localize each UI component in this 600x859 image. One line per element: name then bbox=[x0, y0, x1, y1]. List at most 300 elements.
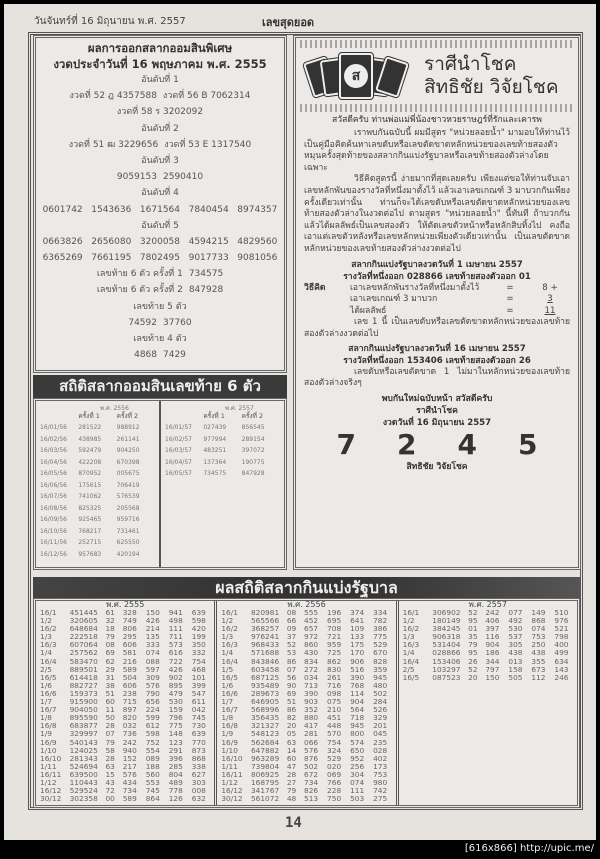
example-heading: สลากกินแบ่งรัฐบาลงวดวันที่ 1 เมษายน 2557 bbox=[351, 259, 523, 270]
table-cell: 396 bbox=[168, 753, 183, 763]
column-logo bbox=[296, 50, 578, 102]
table-cell: 123 bbox=[168, 737, 183, 747]
table-cell: 616 bbox=[168, 648, 183, 658]
lucky-digit: 2 bbox=[397, 427, 417, 461]
table-cell: 1/11 bbox=[40, 761, 57, 771]
lucky-digits bbox=[296, 429, 578, 461]
table-cell: 089 bbox=[145, 753, 160, 763]
table-cell: 903 bbox=[304, 697, 319, 707]
table-cell: 027439 bbox=[203, 424, 227, 431]
table-cell: 69 bbox=[286, 688, 297, 698]
table-cell: 959 bbox=[327, 640, 342, 650]
example-note: เลข 1 นี้ เป็นเลขดับหรือเลขตัดขาดหลักหน่วยของเลขท้ายสองตัวล่างงวดต่อไป bbox=[304, 317, 570, 339]
table-cell: 976 bbox=[554, 616, 569, 626]
table-cell: 505 bbox=[508, 672, 523, 682]
table-cell: 045 bbox=[373, 729, 388, 739]
table-cell: 16/10 bbox=[221, 753, 243, 763]
table-cell: 904 bbox=[485, 640, 500, 650]
table-cell: 860 bbox=[304, 640, 319, 650]
table-row bbox=[40, 526, 155, 538]
results-line bbox=[36, 169, 284, 185]
table-cell: 137364 bbox=[203, 458, 227, 466]
table-cell: 214 bbox=[145, 624, 160, 634]
table-cell: 614418 bbox=[69, 672, 98, 682]
table-cell: 16/11 bbox=[40, 769, 62, 779]
table-cell: 333 bbox=[145, 640, 160, 650]
result-item: งวดที่ 52 ฎ 4357588 bbox=[69, 91, 157, 102]
table-cell: 745 bbox=[145, 786, 160, 796]
table-cell: 452 bbox=[304, 616, 319, 626]
table-cell: 796 bbox=[168, 713, 183, 723]
signature: สิทธิชัย วิจัยโชค bbox=[406, 461, 468, 472]
table-cell: 07 bbox=[105, 729, 115, 739]
star-divider bbox=[300, 104, 574, 112]
table-cell: 281343 bbox=[69, 753, 98, 763]
column-header: ครั้งที่ 2 bbox=[241, 412, 264, 420]
table-cell: 289673 bbox=[250, 688, 280, 698]
table-cell: 30/12 bbox=[221, 794, 243, 804]
table-cell: 1/10 bbox=[40, 745, 57, 755]
table-cell: 988912 bbox=[116, 424, 140, 431]
column-author: สิทธิชัย วิจัยโชค bbox=[424, 76, 559, 98]
results-line bbox=[36, 153, 284, 169]
table-cell: 126 bbox=[168, 794, 183, 804]
results-subtitle: งวดประจำวันที่ 16 พฤษภาคม พ.ศ. 2555 bbox=[53, 57, 267, 71]
table-cell: 350 bbox=[191, 640, 206, 650]
table-cell: 135 bbox=[145, 632, 160, 642]
table-cell: 374 bbox=[350, 608, 365, 617]
table-cell: 066 bbox=[304, 737, 319, 747]
table-cell: 238 bbox=[122, 688, 137, 698]
table-cell: 753 bbox=[531, 632, 546, 642]
results-line bbox=[36, 104, 284, 120]
gov-year-group bbox=[217, 601, 398, 805]
table-row bbox=[165, 468, 280, 480]
table-cell: 906318 bbox=[432, 632, 461, 642]
table-cell: 074 bbox=[531, 624, 546, 634]
result-item: 847928 bbox=[188, 285, 224, 296]
table-cell: 005675 bbox=[116, 470, 140, 477]
table-cell: 032 bbox=[122, 721, 137, 731]
result-item: 1543636 bbox=[91, 204, 132, 215]
table-cell: 291 bbox=[168, 745, 183, 755]
table-cell: 00 bbox=[105, 794, 115, 804]
table-cell: 09 bbox=[286, 624, 297, 634]
closing: พบกันใหม่ฉบับหน้า สวัสดีครับ bbox=[381, 393, 493, 404]
table-cell: 606 bbox=[122, 640, 137, 650]
result-item: 8974357 bbox=[237, 204, 278, 215]
results-line bbox=[36, 234, 284, 250]
table-cell: 329997 bbox=[69, 729, 98, 739]
method-label bbox=[304, 306, 350, 318]
table-cell: 750 bbox=[327, 794, 342, 804]
table-cell: 873 bbox=[191, 745, 206, 755]
table-cell: 598 bbox=[191, 616, 206, 626]
table-cell: 856545 bbox=[241, 424, 265, 431]
table-cell: 864 bbox=[145, 794, 160, 804]
table-row bbox=[40, 514, 155, 526]
table-cell: 341767 bbox=[250, 786, 280, 796]
table-cell: 95 bbox=[468, 616, 478, 626]
table-cell: 79 bbox=[105, 632, 115, 642]
table-cell: 417 bbox=[304, 721, 319, 731]
table-cell: 1/11 bbox=[221, 761, 238, 771]
table-cell: 1/8 bbox=[40, 713, 52, 723]
lucky-digit: 5 bbox=[518, 427, 538, 461]
table-cell: 843846 bbox=[250, 656, 280, 666]
table-cell: 540143 bbox=[69, 737, 98, 747]
table-cell: 79 bbox=[468, 640, 478, 650]
table-cell: 20 bbox=[286, 721, 297, 731]
table-cell: 124025 bbox=[69, 745, 98, 755]
table-cell: 020 bbox=[327, 761, 342, 771]
table-cell: 16/3 bbox=[221, 640, 238, 650]
table-cell: 56 bbox=[286, 672, 297, 682]
table-cell: 524694 bbox=[69, 761, 98, 771]
table-cell: 28 bbox=[286, 769, 297, 779]
table-cell: 16/9 bbox=[40, 737, 57, 747]
table-cell: 1/9 bbox=[221, 729, 234, 739]
table-cell: 670 bbox=[373, 648, 388, 658]
table-cell: 426 bbox=[168, 664, 183, 674]
table-cell: 16/01/57 bbox=[165, 424, 192, 431]
table-cell: 882727 bbox=[69, 680, 98, 690]
table-cell: 503 bbox=[350, 794, 365, 804]
result-item: อันดับที่ 3 bbox=[141, 155, 179, 166]
result-item: งวดที่ 51 ฒ 3229656 bbox=[68, 139, 159, 150]
table-cell: 63 bbox=[105, 761, 115, 771]
table-cell: 561072 bbox=[250, 794, 280, 804]
table-cell: 576 bbox=[304, 745, 319, 755]
table-cell: 321327 bbox=[250, 721, 280, 731]
table-cell: 627 bbox=[191, 769, 206, 779]
table-row bbox=[165, 422, 280, 434]
table-cell: 547 bbox=[191, 688, 206, 698]
table-cell: 51 bbox=[105, 688, 115, 698]
table-cell: 611 bbox=[191, 697, 206, 707]
table-cell: 754 bbox=[191, 656, 206, 666]
table-cell: 16/07/56 bbox=[40, 493, 67, 500]
greeting: สวัสดีครับ ท่านพ่อแม่พี่น้องชาวหวยราษฎร์ที่รักและเคารพ bbox=[332, 115, 542, 125]
table-cell: 16/6 bbox=[221, 688, 238, 698]
table-row bbox=[165, 457, 280, 469]
table-cell: 008 bbox=[191, 786, 206, 796]
table-cell: 451445 bbox=[69, 608, 98, 617]
table-cell: 199 bbox=[191, 632, 206, 642]
table-row bbox=[40, 480, 155, 492]
table-cell: 275 bbox=[373, 794, 388, 804]
table-cell: 344 bbox=[485, 656, 500, 666]
table-cell: 742 bbox=[373, 786, 388, 796]
page-number: 14 bbox=[285, 815, 302, 831]
table-cell: 537 bbox=[508, 632, 523, 642]
table-cell: 906 bbox=[350, 656, 365, 666]
table-cell: 328 bbox=[122, 608, 137, 617]
table-row bbox=[40, 491, 155, 503]
table-cell: 1/2 bbox=[40, 616, 52, 626]
table-cell: 034 bbox=[304, 672, 319, 682]
table-cell: 489 bbox=[168, 777, 183, 787]
table-cell: 1/3 bbox=[402, 632, 415, 642]
table-cell: 573 bbox=[168, 640, 183, 650]
table-cell: 175615 bbox=[78, 481, 102, 489]
table-cell: 768217 bbox=[78, 527, 102, 535]
table-cell: 30/12 bbox=[40, 794, 62, 804]
spacer bbox=[165, 411, 203, 422]
table-cell: 63 bbox=[286, 737, 297, 747]
table-cell: 632 bbox=[191, 794, 206, 804]
table-cell: 548123 bbox=[250, 729, 280, 739]
table-cell: 657 bbox=[304, 624, 319, 634]
table-cell: 47 bbox=[286, 761, 297, 771]
table-cell: 739804 bbox=[250, 761, 280, 771]
table-cell: 16/2 bbox=[402, 624, 420, 634]
table-cell: 716 bbox=[327, 680, 342, 690]
table-cell: 150 bbox=[485, 672, 500, 682]
table-cell: 61 bbox=[105, 608, 115, 617]
table-cell: 754 bbox=[327, 737, 342, 747]
table-cell: 305 bbox=[508, 640, 523, 650]
table-cell: 941 bbox=[168, 608, 183, 617]
table-cell: 152 bbox=[122, 753, 137, 763]
result-item: 2656080 bbox=[91, 236, 132, 247]
table-cell: 722 bbox=[168, 656, 183, 666]
table-cell: 713 bbox=[304, 680, 319, 690]
table-cell: 641 bbox=[350, 616, 365, 626]
table-cell: 402 bbox=[373, 753, 388, 763]
results-line bbox=[36, 121, 284, 137]
result-item: 7661195 bbox=[91, 253, 132, 264]
table-cell: 352 bbox=[304, 705, 319, 715]
logo-letter: ส bbox=[344, 64, 368, 88]
table-cell: 647882 bbox=[250, 745, 280, 755]
results-line bbox=[36, 299, 284, 315]
results-line bbox=[36, 72, 284, 88]
table-cell: 526 bbox=[373, 705, 388, 715]
table-cell: 889501 bbox=[69, 664, 98, 674]
table-cell: 1/12 bbox=[40, 777, 57, 787]
result-item: อันดับที่ 4 bbox=[141, 188, 179, 199]
calc-equals: = bbox=[506, 305, 514, 316]
table-cell: 530 bbox=[508, 624, 523, 634]
lucky-column bbox=[293, 35, 581, 570]
table-cell: 1/9 bbox=[40, 729, 52, 739]
table-cell: 1/10 bbox=[221, 745, 238, 755]
table-cell: 148 bbox=[168, 729, 183, 739]
table-cell: 420194 bbox=[116, 550, 140, 558]
table-cell: 16/05/56 bbox=[40, 470, 67, 477]
table-cell: 103297 bbox=[432, 664, 461, 674]
table-cell: 16/04/56 bbox=[40, 458, 67, 466]
column-header: ครั้งที่ 1 bbox=[78, 412, 100, 420]
table-cell: 217 bbox=[122, 761, 137, 771]
table-cell: 62 bbox=[105, 656, 115, 666]
table-cell: 483251 bbox=[203, 447, 227, 454]
table-cell: 16/02/57 bbox=[165, 435, 192, 443]
table-cell: 074 bbox=[350, 777, 365, 787]
table-cell: 242 bbox=[122, 737, 137, 747]
table-cell: 175 bbox=[350, 640, 365, 650]
table-cell: 143 bbox=[554, 664, 569, 674]
table-cell: 752 bbox=[145, 737, 160, 747]
table-cell: 235 bbox=[373, 737, 388, 747]
table-cell: 53 bbox=[286, 648, 297, 658]
table-cell: 90 bbox=[286, 680, 297, 690]
table-cell: 734 bbox=[304, 777, 319, 787]
table-cell: 384245 bbox=[432, 624, 461, 634]
table-cell: 745 bbox=[191, 713, 206, 723]
example-heading: รางวัลที่หนึ่งออก 153406 เลขท้ายสองตัวออก 26 bbox=[343, 355, 531, 366]
table-cell: 646905 bbox=[250, 697, 280, 707]
results-line bbox=[36, 202, 284, 218]
table-cell: 368257 bbox=[250, 624, 280, 634]
table-cell: 16/5 bbox=[402, 672, 420, 682]
table-cell: 222518 bbox=[69, 632, 98, 642]
table-cell: 968433 bbox=[250, 640, 280, 650]
results-line bbox=[36, 137, 284, 153]
result-item: เลขท้าย 6 ตัว ครั้งที่ 1 bbox=[96, 269, 183, 280]
calc-value: 3 bbox=[547, 294, 553, 305]
table-cell: 1/6 bbox=[221, 680, 234, 690]
table-cell: 150 bbox=[145, 608, 160, 617]
table-cell: 468 bbox=[191, 664, 206, 674]
result-item: 4868 bbox=[134, 350, 157, 361]
table-cell: 16/5 bbox=[40, 672, 57, 682]
table-cell: 529 bbox=[327, 753, 342, 763]
table-cell: 736 bbox=[122, 729, 137, 739]
table-cell: 224 bbox=[145, 705, 160, 715]
closing-date: งวดวันที่ 16 มิถุนายน 2557 bbox=[382, 417, 492, 428]
table-cell: 434 bbox=[122, 777, 137, 787]
six-digit-group bbox=[161, 401, 284, 567]
table-cell: 16/4 bbox=[40, 656, 57, 666]
results-line bbox=[36, 331, 284, 347]
table-cell: 513 bbox=[304, 794, 319, 804]
results-line bbox=[36, 282, 284, 298]
table-cell: 190775 bbox=[241, 458, 265, 466]
closing: ราศีนำโชค bbox=[416, 405, 458, 416]
table-cell: 069 bbox=[327, 769, 342, 779]
results-line bbox=[36, 88, 284, 104]
result-item: งวดที่ 53 E 1317540 bbox=[164, 139, 252, 150]
table-cell: 925465 bbox=[78, 516, 102, 523]
table-cell: 16/12 bbox=[40, 786, 62, 796]
gov-year-group bbox=[399, 601, 577, 805]
table-cell: 560 bbox=[145, 769, 160, 779]
table-cell: 480 bbox=[373, 680, 388, 690]
result-item: เลขท้าย 5 ตัว bbox=[133, 301, 187, 312]
table-cell: 718 bbox=[350, 713, 365, 723]
table-cell: 82 bbox=[286, 713, 297, 723]
table-cell: 16/5 bbox=[221, 672, 238, 682]
table-cell: 170 bbox=[350, 648, 365, 658]
table-cell: 639500 bbox=[69, 769, 98, 779]
table-cell: 013 bbox=[508, 656, 523, 666]
table-cell: 570 bbox=[327, 729, 342, 739]
table-cell: 1/3 bbox=[40, 632, 52, 642]
table-row bbox=[40, 457, 155, 469]
calc-row bbox=[296, 283, 578, 295]
result-item: 4829560 bbox=[237, 236, 278, 247]
method-label: วิธีคิด bbox=[304, 282, 326, 293]
table-cell: 52 bbox=[468, 608, 478, 617]
table-cell: 800 bbox=[350, 729, 365, 739]
results-line bbox=[36, 250, 284, 266]
table-cell: 1/7 bbox=[40, 697, 52, 707]
calc-desc: เอาเลขเกณฑ์ 3 มาบวก bbox=[350, 294, 438, 305]
table-cell: 904250 bbox=[116, 447, 140, 454]
table-cell: 16/03/56 bbox=[40, 447, 67, 454]
table-cell: 952 bbox=[350, 753, 365, 763]
table-cell: 05 bbox=[286, 729, 297, 739]
result-item: 9059153 bbox=[116, 172, 157, 183]
table-cell: 957683 bbox=[78, 550, 102, 558]
table-cell: 706419 bbox=[116, 481, 140, 489]
table-cell: 868 bbox=[531, 616, 546, 626]
table-cell: 16/03/57 bbox=[165, 447, 192, 454]
table-cell: 2/5 bbox=[40, 664, 52, 674]
table-cell: 977994 bbox=[203, 435, 227, 443]
table-cell: 1/4 bbox=[40, 648, 52, 658]
table-cell: 1/4 bbox=[221, 648, 234, 658]
table-cell: 775 bbox=[168, 721, 183, 731]
table-cell: 798 bbox=[554, 632, 569, 642]
table-row bbox=[40, 549, 155, 561]
table-cell: 516 bbox=[350, 664, 365, 674]
table-cell: 257562 bbox=[69, 648, 98, 658]
table-cell: 074 bbox=[145, 648, 160, 658]
table-cell: 597 bbox=[145, 664, 160, 674]
table-cell: 111 bbox=[168, 624, 183, 634]
group-year: พ.ศ. 2557 bbox=[225, 405, 254, 412]
table-cell: 397 bbox=[485, 624, 500, 634]
table-cell: 32 bbox=[105, 616, 115, 626]
table-cell: 16/4 bbox=[402, 656, 420, 666]
group-year: พ.ศ. 2557 bbox=[468, 600, 507, 609]
result-item: 734575 bbox=[188, 269, 224, 280]
table-cell: 576 bbox=[122, 769, 137, 779]
table-cell: 028866 bbox=[432, 648, 461, 658]
gov-lottery-stats-title: ผลสถิติสลากกินแบ่งรัฐบาล bbox=[33, 577, 580, 598]
table-cell: 356435 bbox=[250, 713, 280, 723]
table-cell: 324 bbox=[327, 745, 342, 755]
magazine-name: เลขสุดยอด bbox=[262, 16, 315, 29]
table-cell: 972 bbox=[304, 632, 319, 642]
group-header bbox=[165, 411, 280, 422]
table-cell: 902 bbox=[168, 672, 183, 682]
table-cell: 562684 bbox=[250, 737, 280, 747]
table-cell: 295 bbox=[122, 632, 137, 642]
table-cell: 904 bbox=[350, 697, 365, 707]
table-row bbox=[403, 674, 573, 682]
table-cell: 529524 bbox=[69, 786, 98, 796]
table-cell: 01 bbox=[468, 624, 478, 634]
table-row bbox=[165, 445, 280, 457]
table-cell: 38 bbox=[105, 680, 115, 690]
table-cell: 66 bbox=[286, 616, 297, 626]
table-cell: 868 bbox=[191, 753, 206, 763]
table-cell: 16/04/57 bbox=[165, 458, 192, 466]
table-cell: 492 bbox=[508, 616, 523, 626]
result-item: 2590410 bbox=[163, 172, 204, 183]
six-digit-stats-title: สถิติสลากออมสินเลขท้าย 6 ตัว bbox=[33, 375, 287, 398]
results-line bbox=[36, 185, 284, 201]
table-cell: 589 bbox=[122, 664, 137, 674]
table-cell: 332 bbox=[191, 648, 206, 658]
table-cell: 16/7 bbox=[221, 705, 238, 715]
group-year: พ.ศ. 2556 bbox=[100, 405, 129, 412]
table-cell: 52 bbox=[286, 640, 297, 650]
